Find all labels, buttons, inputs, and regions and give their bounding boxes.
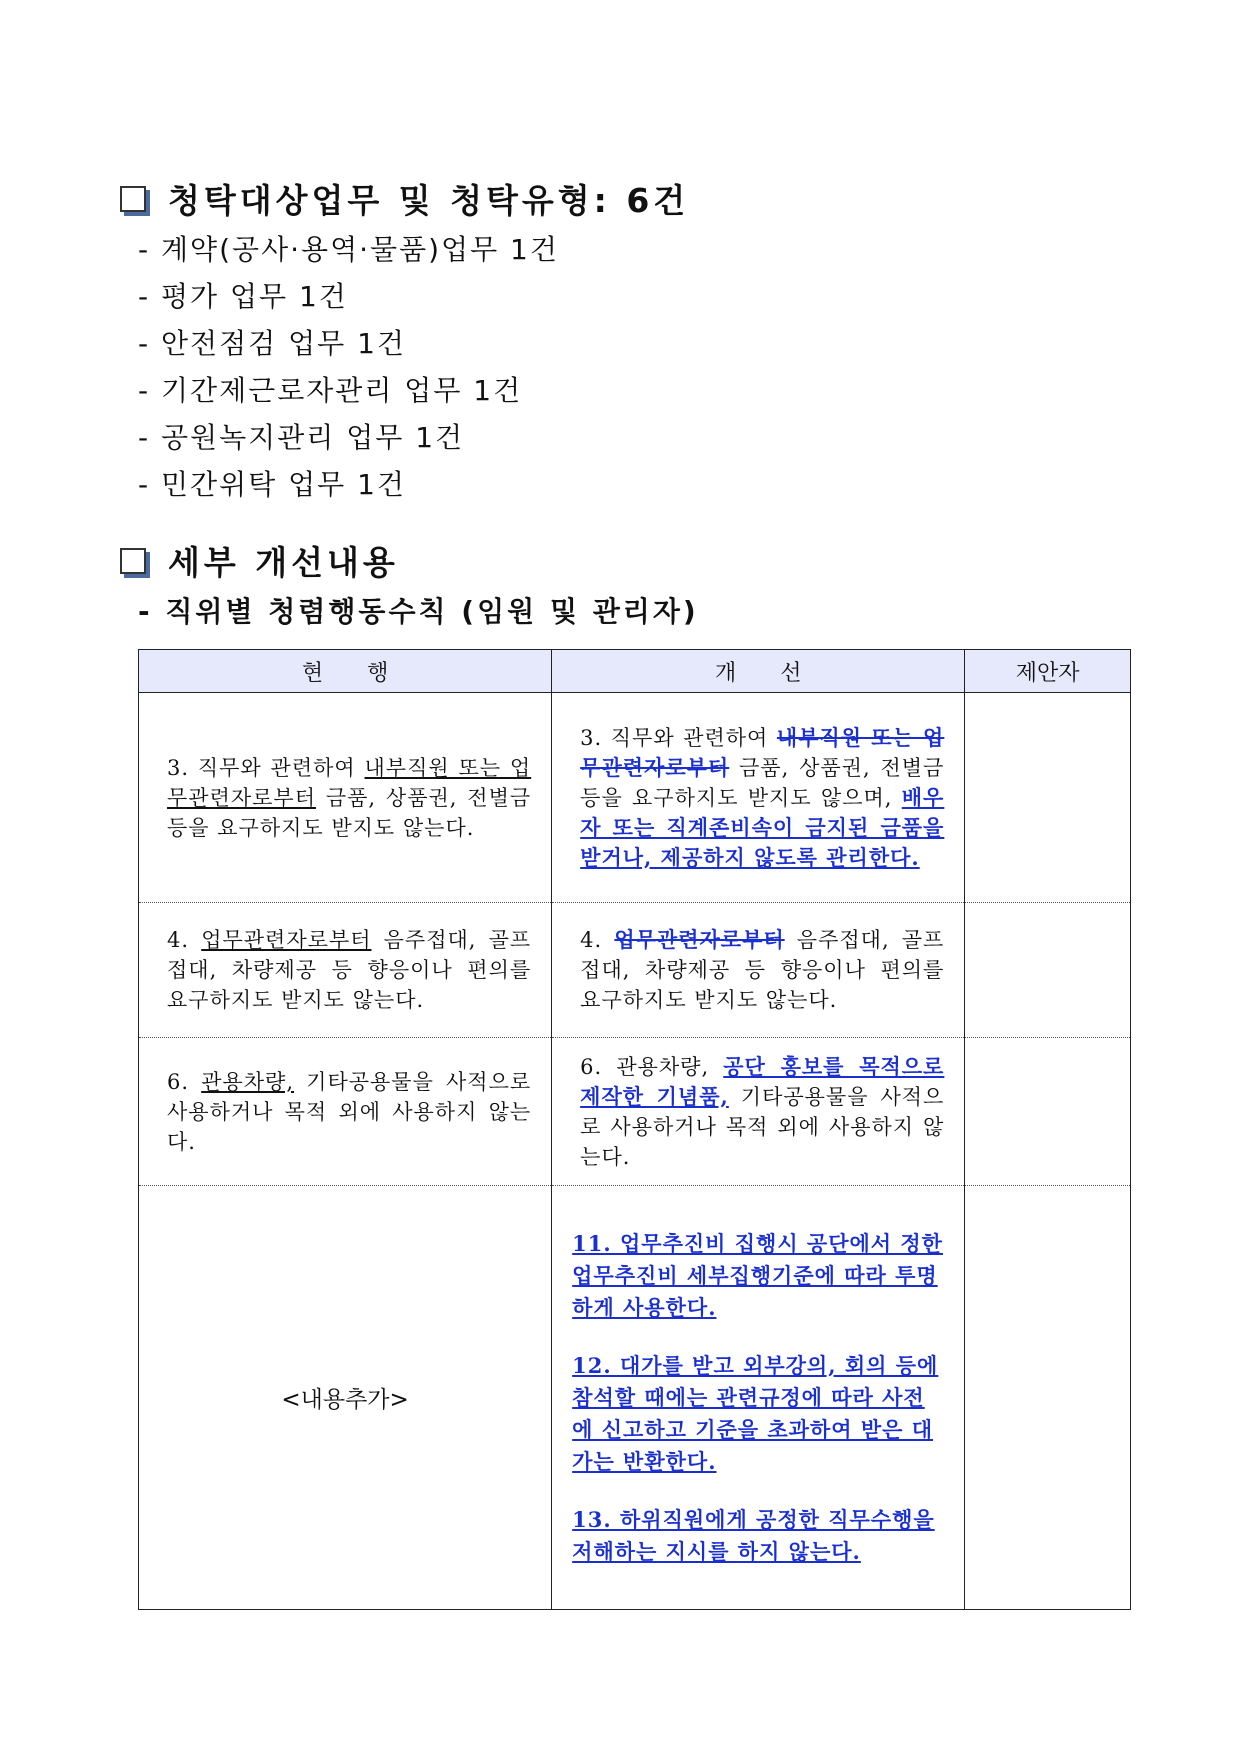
proposer-cell [965, 1038, 1131, 1186]
checkbox-square-icon [120, 186, 146, 212]
added-text: 배우자 또는 직계존비속이 금지된 금품을 받거나, 제공하지 않도록 관리한다. [580, 784, 945, 870]
current-cell: 3. 직무와 관련하여 내부직원 또는 업무관련자로부터 금품, 상품권, 전별금 등을 요구하지도 받지도 않는다. [139, 693, 552, 903]
header-current: 현 행 [139, 650, 552, 693]
subsection-title: - 직위별 청렴행동수칙 (임원 및 관리자) [138, 595, 699, 628]
task-list [138, 226, 559, 508]
deleted-text: 업무관련자로부터 [614, 927, 785, 952]
section-title-1: 청탁대상업무 및 청탁유형: 6건 [168, 181, 690, 220]
improved-cell [552, 1186, 965, 1610]
underlined-text: 업무관련자로부터 [201, 928, 372, 952]
list-item: - 평가 업무 1건 [138, 280, 348, 313]
table-row [139, 693, 1131, 903]
underlined-text: 내부직원 또는 업무관련자로부터 [167, 755, 532, 810]
improved-cell: 6. 관용차량, 공단 홍보를 목적으로 제작한 기념품, 기타공용물을 사적으로 사용하거나 목적 외에 사용하지 않는다. [552, 1038, 965, 1186]
section-heading-2 [120, 537, 399, 584]
table-row [139, 1038, 1131, 1186]
table-row [139, 903, 1131, 1038]
added-text: 공단 홍보를 목적으로 제작한 기념품, [580, 1053, 945, 1109]
proposer-cell [965, 1186, 1131, 1610]
current-cell [139, 1186, 552, 1610]
header-proposer: 제안자 [965, 650, 1131, 693]
list-item: - 기간제근로자관리 업무 1건 [138, 374, 523, 407]
list-item: - 공원녹지관리 업무 1건 [138, 421, 465, 454]
new-rule-item: 11. 업무추진비 집행시 공단에서 정한 업무추진비 세부집행기준에 따라 투명하게 사용한다. [572, 1230, 943, 1320]
section-heading-1 [120, 175, 689, 222]
list-item: - 계약(공사·용역·물품)업무 1건 [138, 233, 559, 266]
current-cell: 6. 관용차량, 기타공용물을 사적으로 사용하거나 목적 외에 사용하지 않는다. [139, 1038, 552, 1186]
new-rule-item: 12. 대가를 받고 외부강의, 회의 등에 참석할 때에는 관련규정에 따라 사전에 신고하고 기준을 초과하여 받은 대가는 반환한다. [572, 1352, 939, 1474]
header-improved: 개 선 [552, 650, 965, 693]
list-item: - 안전점검 업무 1건 [138, 327, 406, 360]
checkbox-square-icon [120, 548, 146, 574]
content-added-note: <내용추가> [281, 1387, 409, 1413]
new-rule-item: 13. 하위직원에게 공정한 직무수행을 저해하는 지시를 하지 않는다. [572, 1506, 935, 1564]
underlined-text: 관용차량, [201, 1069, 295, 1094]
list-item: - 민간위탁 업무 1건 [138, 468, 406, 501]
proposer-cell [965, 903, 1131, 1038]
proposer-cell [965, 693, 1131, 903]
comparison-table [138, 649, 1131, 1610]
section-title-2: 세부 개선내용 [168, 543, 399, 582]
table-header-row [139, 650, 1131, 693]
deleted-text: 내부직원 또는 업무관련자로부터 [580, 724, 945, 780]
table-row [139, 1186, 1131, 1610]
improved-cell: 4. 업무관련자로부터 음주접대, 골프접대, 차량제공 등 향응이나 편의를 요구하지도 받지도 않는다. [552, 903, 965, 1038]
current-cell: 4. 업무관련자로부터 음주접대, 골프접대, 차량제공 등 향응이나 편의를 요구하지도 받지도 않는다. [139, 903, 552, 1038]
improved-cell: 3. 직무와 관련하여 내부직원 또는 업무관련자로부터 금품, 상품권, 전별금 등을 요구하지도 받지도 않으며, 배우자 또는 직계존비속이 금지된 금품을 받거나, 제공하지 않도록 관리한다. [552, 693, 965, 903]
